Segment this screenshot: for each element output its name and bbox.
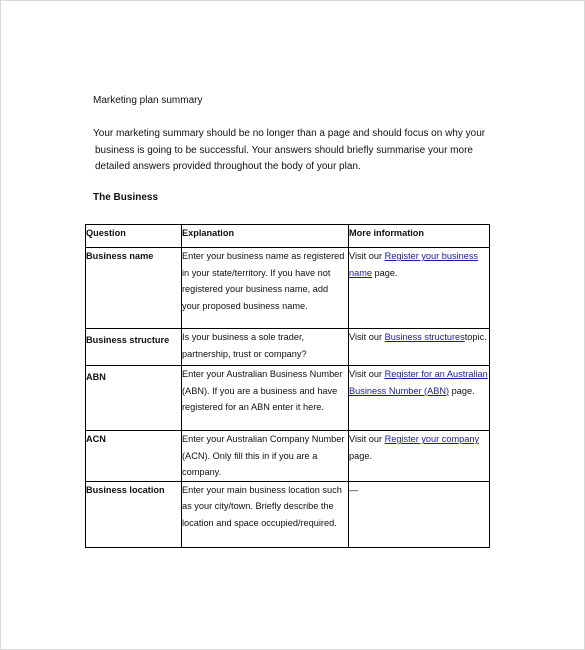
register-abn-link[interactable]: Register for an Australian Business Number (ABN) bbox=[349, 369, 488, 396]
table-header-row bbox=[86, 225, 490, 248]
business-structures-link[interactable]: Business structures bbox=[384, 332, 465, 342]
question-cell: ABN bbox=[86, 366, 182, 431]
explanation-cell: Enter your Australian Company Number (ACN). Only fill this in if you are a company. bbox=[182, 431, 349, 482]
table-row bbox=[86, 366, 490, 431]
header-question: Question bbox=[86, 225, 182, 248]
more-info-suffix: topic. bbox=[464, 332, 487, 342]
header-explanation: Explanation bbox=[182, 225, 349, 248]
intro-line-2: business is going to be successful. Your answers should briefly summarise your more bbox=[95, 144, 473, 156]
intro-paragraph bbox=[93, 126, 493, 176]
more-info-cell bbox=[349, 481, 490, 547]
question-cell: Business location bbox=[86, 481, 182, 547]
table-row bbox=[86, 481, 490, 547]
more-info-suffix: page. bbox=[449, 385, 475, 396]
intro-line-3: detailed answers provided throughout the body of your plan. bbox=[95, 161, 361, 172]
more-info-suffix: page. bbox=[371, 267, 398, 278]
document-title: Marketing plan summary bbox=[93, 95, 203, 106]
register-business-name-link[interactable]: Register your business name bbox=[349, 251, 479, 278]
more-info-suffix: page. bbox=[349, 450, 372, 461]
business-info-table bbox=[85, 224, 490, 548]
explanation-cell: Enter your main business location such as your city/town. Briefly describe the location and space occupied/required. bbox=[182, 481, 349, 547]
more-info-prefix: Visit our bbox=[349, 434, 385, 444]
explanation-cell: Enter your Australian Business Number (ABN). If you are a business and have registered for an ABN enter it here. bbox=[182, 366, 349, 431]
table-row bbox=[86, 431, 490, 482]
section-heading: The Business bbox=[93, 192, 159, 203]
more-info-cell bbox=[349, 366, 490, 431]
more-info-prefix: Visit our bbox=[349, 332, 385, 342]
table-row bbox=[86, 329, 490, 366]
explanation-cell: Enter your business name as registered in your state/territory. If you have not registered your business name, add your proposed business name. bbox=[182, 248, 349, 329]
question-cell: Business name bbox=[86, 248, 182, 329]
explanation-cell: Is your business a sole trader, partnership, trust or company? bbox=[182, 329, 349, 366]
header-more-information: More information bbox=[349, 225, 490, 248]
more-info-dash: — bbox=[349, 484, 359, 495]
question-cell: ACN bbox=[86, 431, 182, 482]
register-company-link[interactable]: Register your company bbox=[384, 434, 480, 444]
intro-line-1: Your marketing summary should be no longer than a page and should focus on why your bbox=[93, 128, 486, 139]
more-info-prefix: Visit our bbox=[349, 369, 385, 379]
more-info-prefix: Visit our bbox=[349, 251, 385, 261]
question-cell: Business structure bbox=[86, 329, 182, 366]
more-info-cell bbox=[349, 248, 490, 329]
more-info-cell bbox=[349, 431, 490, 482]
table-row bbox=[86, 248, 490, 329]
more-info-cell bbox=[349, 329, 490, 366]
